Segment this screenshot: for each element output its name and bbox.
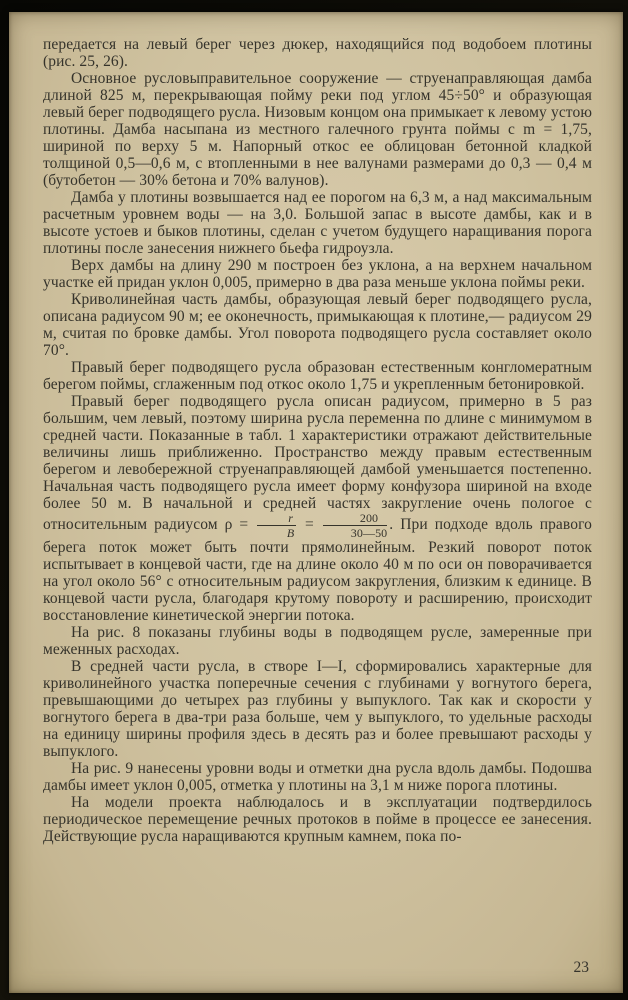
paragraph: Правый берег подводящего русла образован естественным конгломератным берегом поймы, сглаженным под откос около 1,75 и укрепленным бетонировкой. xyxy=(43,359,592,393)
fraction-r-over-B xyxy=(255,512,298,539)
book-page xyxy=(9,12,623,993)
paragraph: В средней части русла, в створе I—I, сформировались характерные для криволинейного участка поперечные сечения с глубинами у вогнутого берега, превышающими до четырех раз глубины у выпуклого. Так как и скорости у вогнутого берега в два-три раза больше, чем у выпуклого, то удельные расходы на единицу ширины профиля здесь в десять раз и более превышают расходы у выпуклого. xyxy=(43,658,592,760)
page-number: 23 xyxy=(573,959,589,976)
paragraph-continuation: передается на левый берег через дюкер, находящийся под водобоем плотины (рис. 25, 26). xyxy=(43,36,592,70)
paragraph: На рис. 8 показаны глубины воды в подводящем русле, замеренные при меженных расходах. xyxy=(43,624,592,658)
paragraph: Верх дамбы на длину 290 м построен без уклона, а на верхнем начальном участке ей придан уклон 0,005, примерно в два раза меньше уклона поймы реки. xyxy=(43,257,592,291)
fraction-numerator: r xyxy=(257,512,296,526)
fraction-200-over-30-50 xyxy=(321,512,390,539)
relative-radius-formula xyxy=(255,511,389,540)
paragraph: Криволинейная часть дамбы, образующая левый берег подводящего русла, описана радиусом 90 м; ее оконечность, примыкающая к плотине,— радиусом 29 м, считая по бровке дамбы. Угол поворота подводящего русла составляет около 70°. xyxy=(43,291,592,359)
paragraph-with-formula xyxy=(43,393,592,624)
page-text-column xyxy=(43,36,592,845)
paragraph: На модели проекта наблюдалось и в эксплуатации подтвердилось периодическое перемещение речных протоков в пойме в процессе ее занесения. Действующие русла наращиваются крупным камнем, пока по- xyxy=(43,794,592,845)
fraction-numerator: 200 xyxy=(323,512,388,526)
paragraph: Дамба у плотины возвышается над ее порогом на 6,3 м, а над максимальным расчетным уровнем воды — на 3,0. Большой запас в высоте дамбы, как и в высоте устоев и быков плотины, сделан с учетом будущего наращивания порога плотины после занесения нижнего бьефа гидроузла. xyxy=(43,189,592,257)
fraction-denominator: 30—50 xyxy=(350,526,388,540)
paragraph-text-after-formula: . При подходе вдоль правого берега поток может быть почти прямолинейным. Резкий поворот поток испытывает в концевой части, где на длине около 40 м по оси он поворачивается на угол около 56° с относительным радиусом закругления, близким к единице. В концевой части русла, благодаря крутому повороту и расширению, происходит восстановление кинетической энергии потока. xyxy=(43,516,593,624)
paragraph-text-before-formula: Правый берег подводящего русла описан радиусом, примерно в 5 раз большим, чем левый, поэтому ширина русла переменна по длине с минимумом в средней части. Показанные в табл. 1 характеристики отражают действительные величины лишь приближенно. Пространство между правым естественным берегом и левобережной струенаправляющей дамбой уменьшается постепенно. Начальная часть подводящего русла имеет форму конфузора шириной на входе более 50 м. В начальной и средней частях закругление очень пологое с относительным радиусом ρ = xyxy=(43,393,592,534)
paragraph: На рис. 9 нанесены уровни воды и отметки дна русла вдоль дамбы. Подошва дамбы имеет уклон 0,005, отметка у плотины на 3,1 м ниже порога плотины. xyxy=(43,760,592,794)
fraction-denominator: B xyxy=(286,526,295,540)
paragraph: Основное русловыправительное сооружение — струенаправляющая дамба длиной 825 м, перекрывающая пойму реки под углом 45÷50° и образующая левый берег подводящего русла. Низовым концом она примыкает к левому устою плотины. Дамба насыпана из местного галечного грунта поймы с m = 1,75, шириной по верху 5 м. Напорный откос ее облицован бетонной кладкой толщиной 0,5—0,6 м, с втопленными в нее валунами размерами до 0,3 — 0,4 м (бутобетон — 30% бетона и 70% валунов). xyxy=(43,70,592,189)
equals-sign: = xyxy=(298,516,321,534)
